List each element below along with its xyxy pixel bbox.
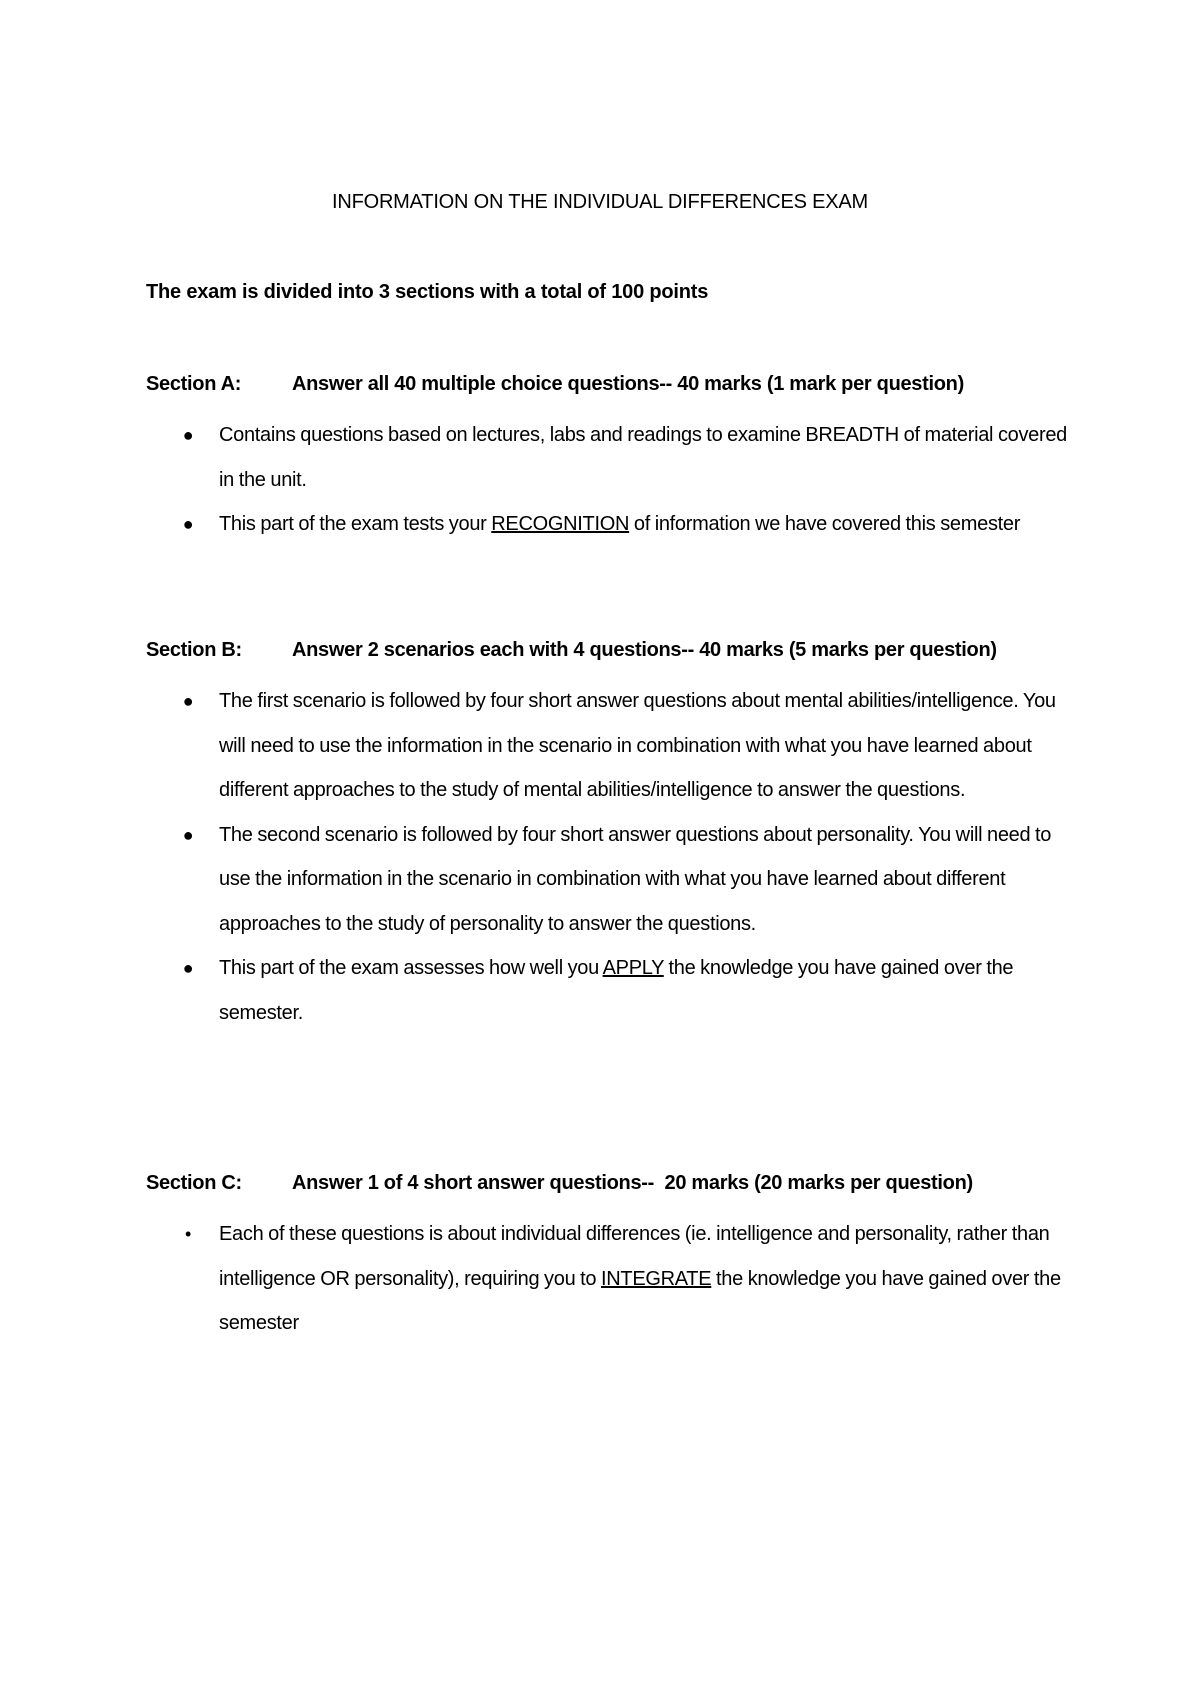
bullet-text: The second scenario is followed by four short answer questions about personality. You will need to use the information in the scenario in combination with what you have learned about different approaches to the study of personality to answer the questions.: [219, 823, 1052, 935]
bullet-icon: ●: [182, 958, 194, 978]
bullet-text-after: the knowledge you have gained over the semester.: [219, 957, 1014, 1024]
underlined-keyword: INTEGRATE: [601, 1267, 712, 1290]
list-item: [146, 946, 1086, 1035]
section-b-heading: [146, 635, 1086, 679]
section-c-instruction: Answer 1 of 4 short answer questions-- 20 marks (20 marks per question): [292, 1172, 973, 1194]
list-item: [146, 413, 1086, 502]
section-a-label: Section A:: [146, 373, 242, 395]
bullet-text: The first scenario is followed by four short answer questions about mental abilities/intelligence. You will need to use the information in the scenario in combination with what you have learned about different approaches to the study of mental abilities/intelligence to answer the questions.: [219, 690, 1056, 801]
bullet-text-before: Each of these questions is about individual differences (ie. intelligence and personality, rather than intelligence OR personality), requiring you to: [219, 1223, 1050, 1290]
section-c: [146, 1168, 1086, 1346]
bullet-text: Contains questions based on lectures, labs and readings to examine BREADTH of material covered in the unit.: [219, 424, 1067, 491]
section-c-label: Section C:: [146, 1172, 242, 1194]
list-item: [146, 679, 1086, 813]
bullet-icon: ●: [182, 514, 194, 534]
section-a-bullets: [146, 413, 1086, 547]
list-item: [146, 1212, 1086, 1346]
section-b: [146, 635, 1086, 1035]
bullet-icon: ●: [182, 824, 194, 845]
bullet-text-before: This part of the exam assesses how well you: [219, 957, 603, 979]
bullet-icon: •: [184, 1224, 191, 1244]
bullet-icon: ●: [182, 425, 194, 445]
section-b-bullets: [146, 679, 1086, 1035]
underlined-keyword: RECOGNITION: [491, 513, 630, 535]
section-a-instruction: Answer all 40 multiple choice questions-- 40 marks (1 mark per question): [292, 373, 964, 395]
section-b-label: Section B:: [146, 639, 242, 661]
section-b-instruction: Answer 2 scenarios each with 4 questions-- 40 marks (5 marks per question): [292, 639, 997, 661]
document-title: INFORMATION ON THE INDIVIDUAL DIFFERENCES EXAM: [331, 191, 869, 213]
section-a-heading: [146, 369, 1086, 413]
bullet-text-after: the knowledge you have gained over the semester: [219, 1267, 1061, 1334]
exam-intro: The exam is divided into 3 sections with a total of 100 points: [146, 281, 709, 303]
bullet-icon: ●: [182, 691, 194, 711]
list-item: [146, 813, 1086, 947]
bullet-text-after: of information we have covered this semester: [629, 513, 1021, 535]
section-c-heading: [146, 1168, 1086, 1212]
list-item: [146, 502, 1086, 547]
bullet-text-before: This part of the exam tests your: [219, 513, 492, 535]
underlined-keyword: APPLY: [602, 957, 664, 979]
section-c-bullets: [146, 1212, 1086, 1346]
section-a: [146, 369, 1086, 547]
